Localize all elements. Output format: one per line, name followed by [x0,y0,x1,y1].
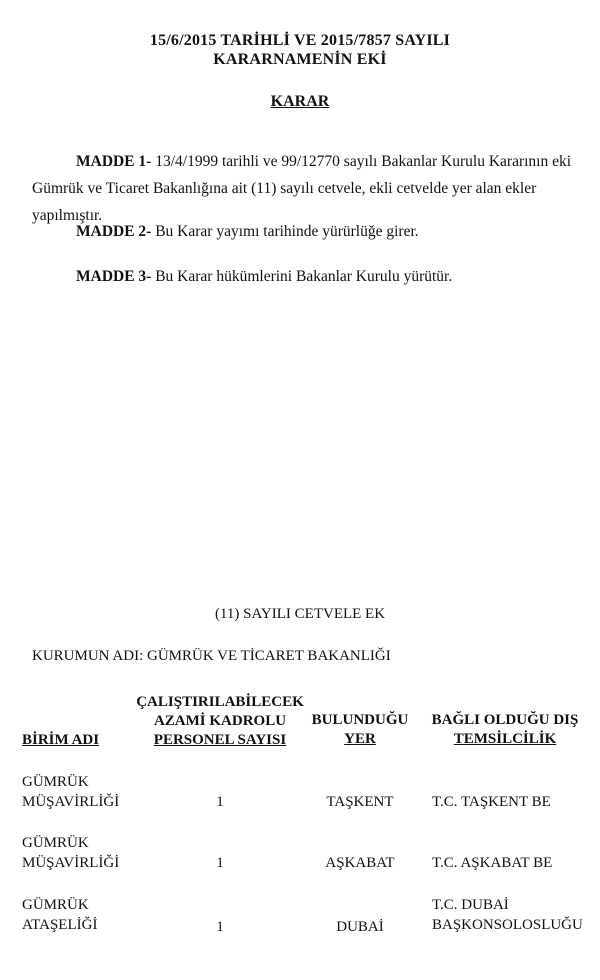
header-mission: BAĞLI OLDUĞU DIŞ TEMSİLCİLİK [431,712,579,747]
row-unit-line-2: ATAŞELİĞİ [22,917,98,933]
table-row [22,895,97,935]
row-location: AŞKABAT [325,855,395,871]
row-mission: T.C. AŞKABAT BE [432,855,553,871]
karar-heading: KARAR [270,93,330,110]
row-mission: T.C. TAŞKENT BE [432,794,551,810]
header-staff-count: ÇALIŞTIRILABİLECEK AZAMİ KADROLU PERSONEL SAYISI [136,694,304,748]
institution-name: KURUMUN ADI: GÜMRÜK VE TİCARET BAKANLIĞI [32,648,391,664]
annex-title: (11) SAYILI CETVELE EK [214,606,386,622]
row-location: DUBAİ [336,919,384,935]
article-2-label: MADDE 2- [76,223,152,240]
row-unit-line-1: GÜMRÜK [22,774,89,790]
row-count: 1 [216,794,224,810]
document-title-line-1: 15/6/2015 TARİHLİ VE 2015/7857 SAYILI [149,32,451,49]
article-3-text: Bu Karar hükümlerini Bakanlar Kurulu yürütür. [151,268,453,285]
row-unit-line-2: MÜŞAVİRLİĞİ [22,855,120,871]
article-2 [32,218,572,245]
table-row [22,772,119,812]
article-1 [32,148,572,229]
row-count: 1 [216,855,224,871]
article-3 [32,263,572,290]
article-3-label: MADDE 3- [76,268,152,285]
article-1-label: MADDE 1- [76,153,152,170]
document-title-line-2: KARARNAMENİN EKİ [213,51,387,68]
row-unit-line-1: GÜMRÜK [22,835,89,851]
header-unit-name: BİRİM ADI [22,732,100,748]
row-location: TAŞKENT [326,794,394,810]
header-location: BULUNDUĞU YER [311,712,409,747]
table-row [22,833,119,873]
article-1-text: 13/4/1999 tarihli ve 99/12770 sayılı Bakanlar Kurulu Kararının eki Gümrük ve Ticaret Bakanlığına ait (11) sayılı cetvele, ekli cetvelde yer alan ekler yapılmıştır. [32,153,572,224]
row-count: 1 [216,919,224,935]
row-mission: T.C. DUBAİ BAŞKONSOLOSLUĞU [432,897,583,933]
article-2-text: Bu Karar yayımı tarihinde yürürlüğe girer. [151,223,419,240]
row-unit-line-2: MÜŞAVİRLİĞİ [22,794,120,810]
row-unit-line-1: GÜMRÜK [22,897,89,913]
